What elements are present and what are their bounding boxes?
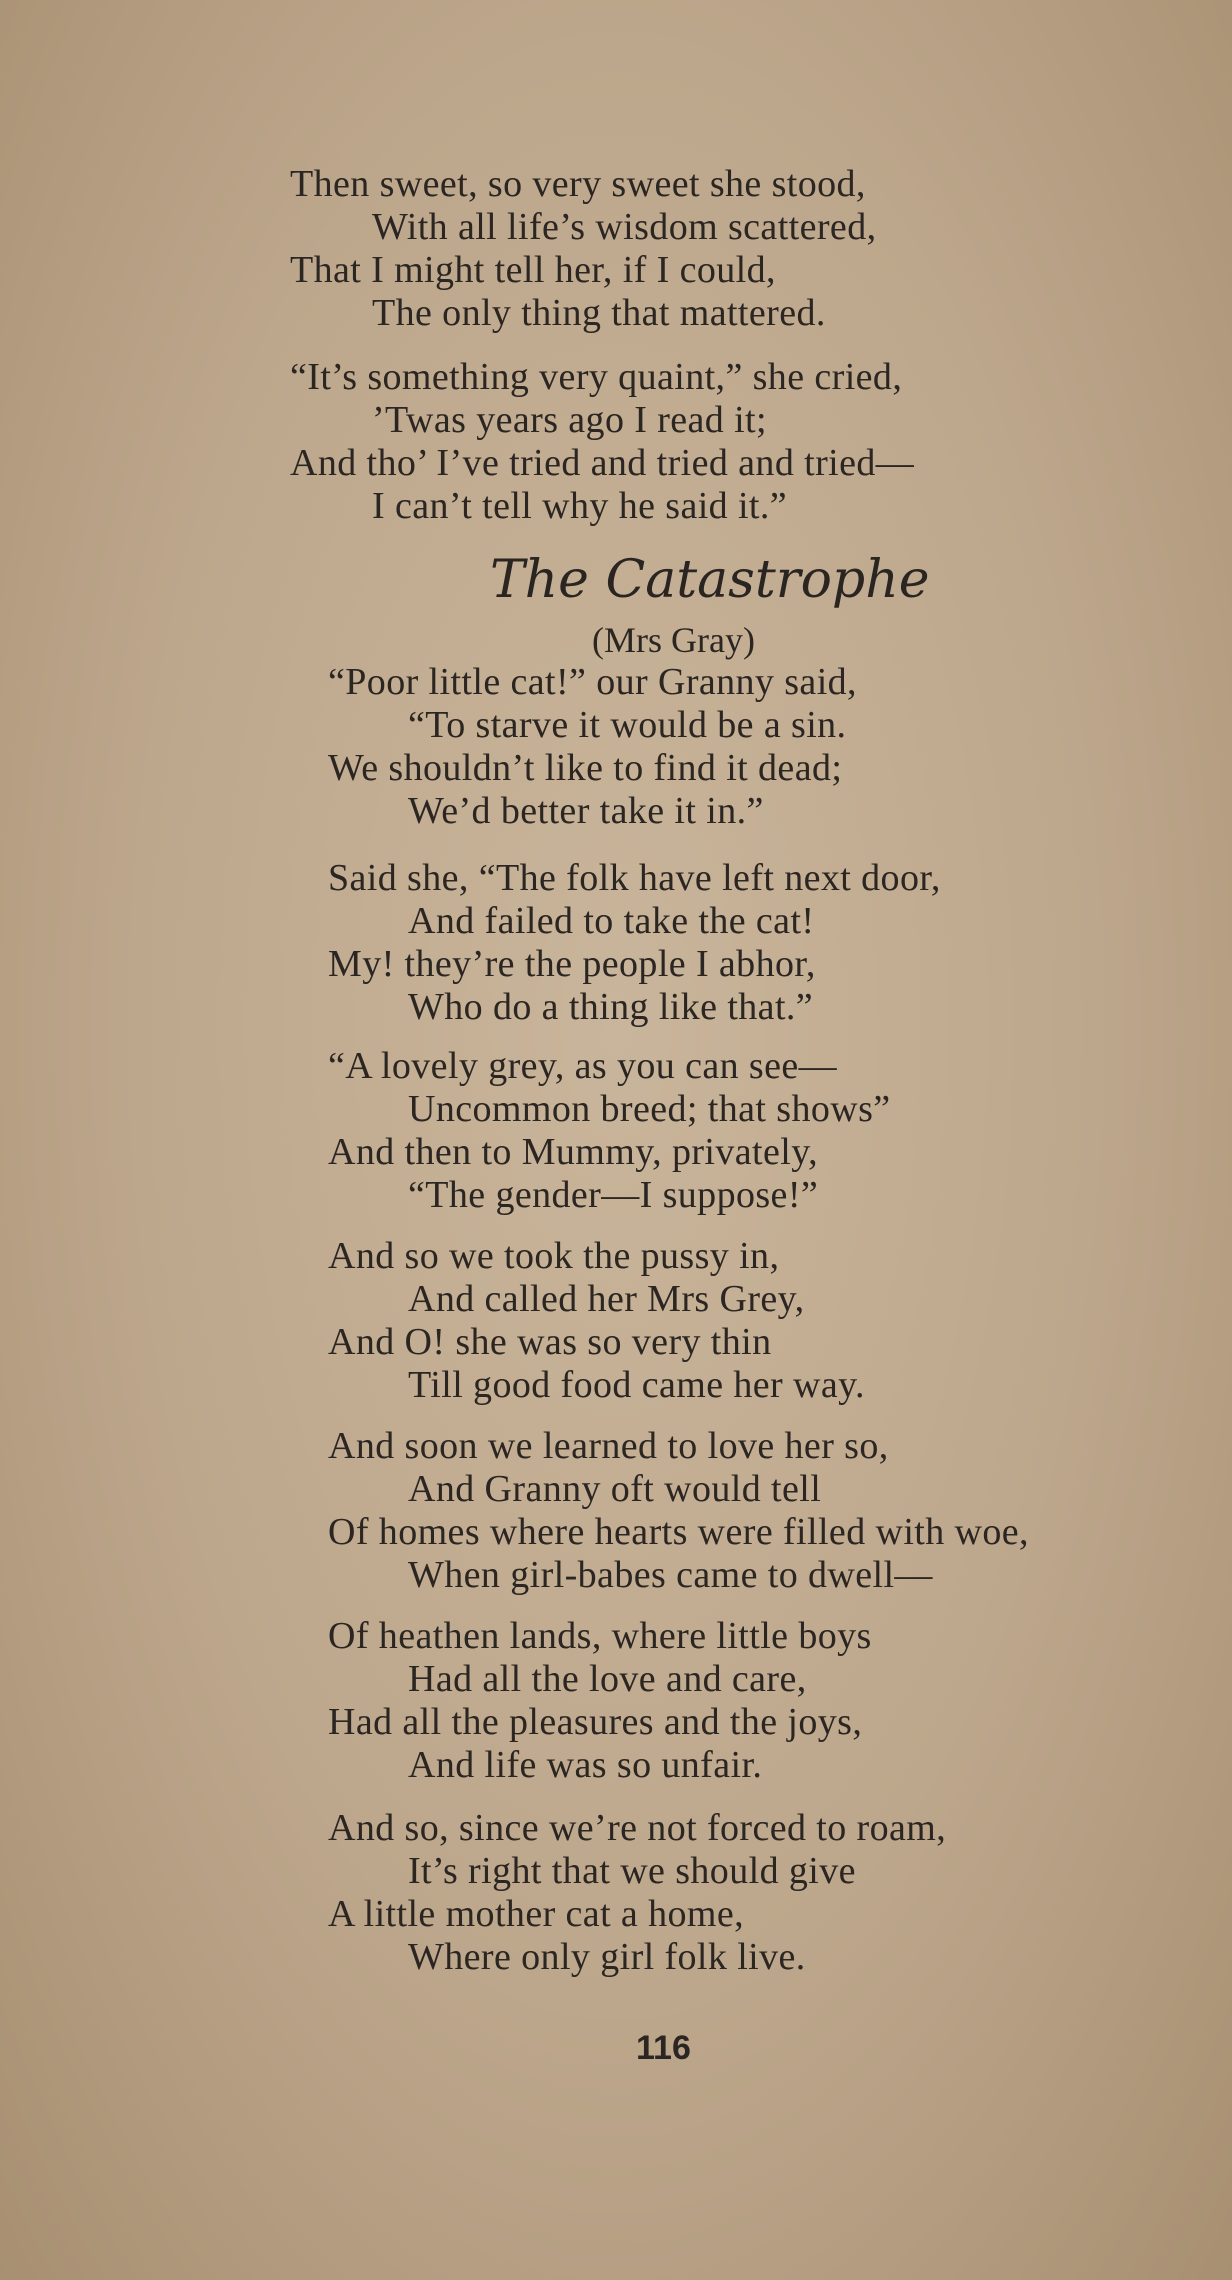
poem-line: A little mother cat a home, (328, 1893, 745, 1935)
poem-title: The Catastrophe (490, 550, 930, 610)
poem-line: Who do a thing like that.” (408, 986, 814, 1028)
poem-line: With all life’s wisdom scattered, (372, 206, 877, 248)
poem-line: Had all the love and care, (408, 1658, 807, 1700)
poem-byline: (Mrs Gray) (592, 620, 755, 660)
poem-line: My! they’re the people I abhor, (328, 943, 816, 985)
poem-line: “A lovely grey, as you can see— (328, 1045, 838, 1087)
poem-line: I can’t tell why he said it.” (372, 485, 788, 527)
poem-line: Of homes where hearts were filled with woe, (328, 1511, 1029, 1553)
poem-line: The only thing that mattered. (372, 292, 826, 334)
poem-line: It’s right that we should give (408, 1850, 856, 1892)
poem-line: And tho’ I’ve tried and tried and tried— (290, 442, 915, 484)
page-number: 116 (636, 2029, 691, 2067)
poem-line: And so we took the pussy in, (328, 1235, 780, 1277)
poem-line: And soon we learned to love her so, (328, 1425, 889, 1467)
poem-line: We shouldn’t like to find it dead; (328, 747, 843, 789)
poem-line: ’Twas years ago I read it; (372, 399, 767, 441)
poem-line: When girl-babes came to dwell— (408, 1554, 933, 1596)
poem-line: And failed to take the cat! (408, 900, 815, 942)
poem-line: That I might tell her, if I could, (290, 249, 776, 291)
poem-line: Said she, “The folk have left next door, (328, 857, 941, 899)
poem-line: “To starve it would be a sin. (408, 704, 847, 746)
poem-line: Till good food came her way. (408, 1364, 865, 1406)
poem-line: And called her Mrs Grey, (408, 1278, 805, 1320)
poem-line: And Granny oft would tell (408, 1468, 822, 1510)
poem-line: And so, since we’re not forced to roam, (328, 1807, 947, 1849)
poem-line: Where only girl folk live. (408, 1936, 806, 1978)
poem-line: “Poor little cat!” our Granny said, (328, 661, 857, 703)
poem-line: We’d better take it in.” (408, 790, 764, 832)
poem-line: Had all the pleasures and the joys, (328, 1701, 863, 1743)
poem-line: “The gender—I suppose!” (408, 1174, 819, 1216)
poem-line: “It’s something very quaint,” she cried, (290, 356, 903, 398)
poem-line: And then to Mummy, privately, (328, 1131, 819, 1173)
poem-line: And O! she was so very thin (328, 1321, 772, 1363)
poem-line: Of heathen lands, where little boys (328, 1615, 872, 1657)
poem-line: Then sweet, so very sweet she stood, (290, 163, 866, 205)
poem-line: Uncommon breed; that shows” (408, 1088, 891, 1130)
poem-line: And life was so unfair. (408, 1744, 763, 1786)
